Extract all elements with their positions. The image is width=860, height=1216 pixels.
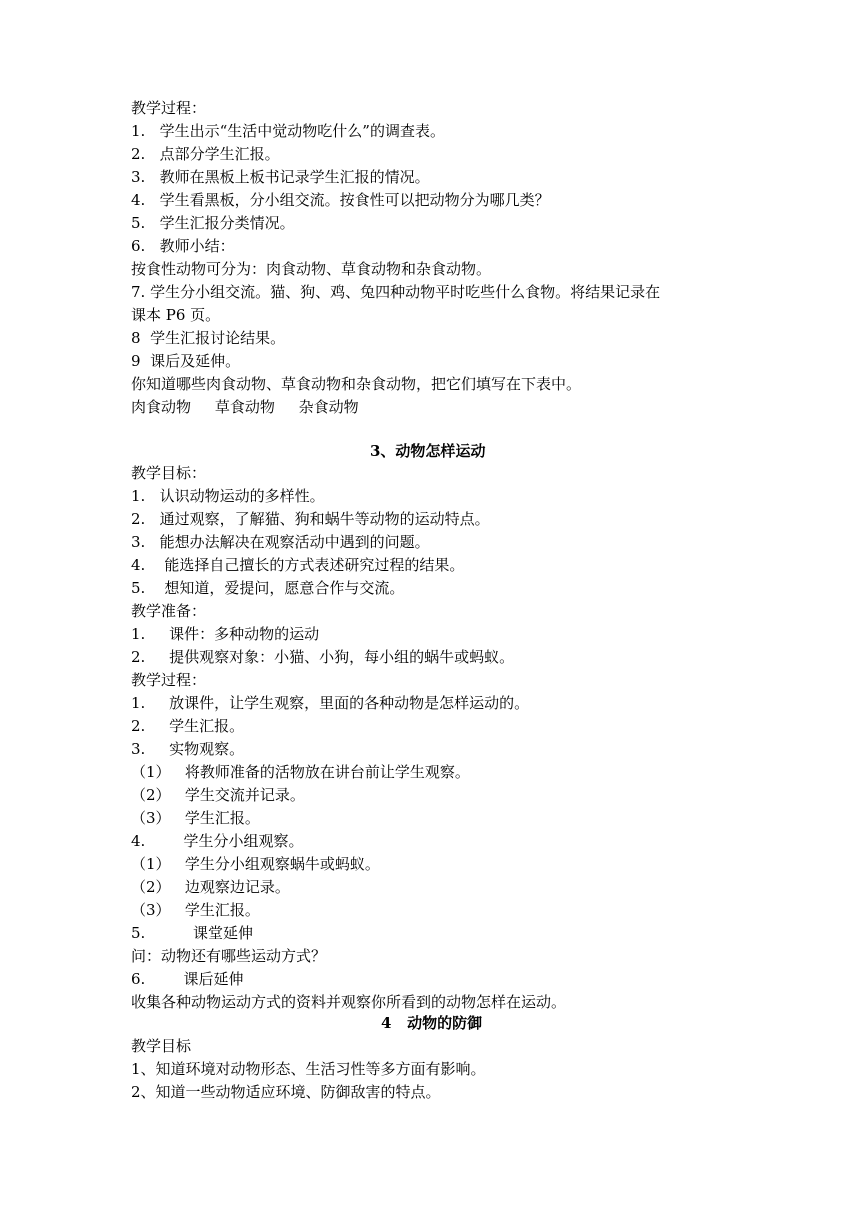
section4-line-3: 2、知道一些动物适应环境、防御敌害的特点。 — [131, 1083, 441, 1101]
section1-line-9: 课本 P6 页。 — [131, 306, 221, 324]
section3-line-24: 收集各种动物运动方式的资料并观察你所看到的动物怎样在运动。 — [131, 993, 567, 1011]
section4-line-1: 教学目标 — [131, 1037, 192, 1055]
section3-line-19: （2） 边观察边记录。 — [131, 878, 290, 896]
section3-line-6: 5. 想知道，爱提问，愿意合作与交流。 — [131, 579, 405, 597]
section3-line-8: 1. 课件：多种动物的运动 — [131, 625, 320, 643]
section1-table-headers: 肉食动物 草食动物 杂食动物 — [131, 398, 359, 416]
section1-line-11: 9 课后及延伸。 — [131, 352, 241, 370]
section3-line-15: （2） 学生交流并记录。 — [131, 786, 305, 804]
section3-line-2: 1. 认识动物运动的多样性。 — [131, 487, 325, 505]
section1-line-12: 你知道哪些肉食动物、草食动物和杂食动物，把它们填写在下表中。 — [131, 375, 582, 393]
section1-line-4: 4. 学生看黑板，分小组交流。按食性可以把动物分为哪几类？ — [131, 191, 550, 209]
section3-line-20: （3） 学生汇报。 — [131, 901, 260, 919]
section3-line-17: 4. 学生分小组观察。 — [131, 832, 304, 850]
section3-line-10: 教学过程： — [131, 671, 207, 689]
section1-line-6: 6. 教师小结： — [131, 237, 235, 255]
section1-line-1: 1. 学生出示“生活中觉动物吃什么”的调查表。 — [131, 122, 445, 140]
section3-line-14: （1） 将教师准备的活物放在讲台前让学生观察。 — [131, 763, 470, 781]
section4-line-2: 1、知道环境对动物形态、生活习性等多方面有影响。 — [131, 1060, 486, 1078]
section4-title: 4 动物的防御 — [381, 1014, 483, 1032]
section1-line-7: 按食性动物可分为：肉食动物、草食动物和杂食动物。 — [131, 260, 492, 278]
section3-line-12: 2. 学生汇报。 — [131, 717, 245, 735]
section3-line-22: 问：动物还有哪些运动方式？ — [131, 947, 327, 965]
section1-line-3: 3. 教师在黑板上板书记录学生汇报的情况。 — [131, 168, 430, 186]
section3-line-5: 4. 能选择自己擅长的方式表述研究过程的结果。 — [131, 556, 465, 574]
section3-title: 3、动物怎样运动 — [370, 442, 486, 460]
section3-line-16: （3） 学生汇报。 — [131, 809, 260, 827]
section3-line-11: 1. 放课件，让学生观察，里面的各种动物是怎样运动的。 — [131, 694, 530, 712]
section3-line-13: 3. 实物观察。 — [131, 740, 245, 758]
section3-line-9: 2. 提供观察对象：小猫、小狗，每小组的蜗牛或蚂蚁。 — [131, 648, 515, 666]
section3-line-7: 教学准备： — [131, 602, 207, 620]
section1-line-5: 5. 学生汇报分类情况。 — [131, 214, 295, 232]
section3-line-3: 2. 通过观察，了解猫、狗和蜗牛等动物的运动特点。 — [131, 510, 490, 528]
section1-line-8: 7. 学生分小组交流。猫、狗、鸡、兔四种动物平时吃些什么食物。将结果记录在 — [131, 283, 661, 301]
section3-line-18: （1） 学生分小组观察蜗牛或蚂蚁。 — [131, 855, 380, 873]
section3-line-1: 教学目标： — [131, 464, 207, 482]
section3-line-23: 6. 课后延伸 — [131, 970, 244, 988]
section1-header: 教学过程： — [131, 99, 207, 117]
section1-line-2: 2. 点部分学生汇报。 — [131, 145, 280, 163]
section1-line-10: 8 学生汇报讨论结果。 — [131, 329, 286, 347]
section3-line-21: 5. 课堂延伸 — [131, 924, 253, 942]
section3-line-4: 3. 能想办法解决在观察活动中遇到的问题。 — [131, 533, 430, 551]
